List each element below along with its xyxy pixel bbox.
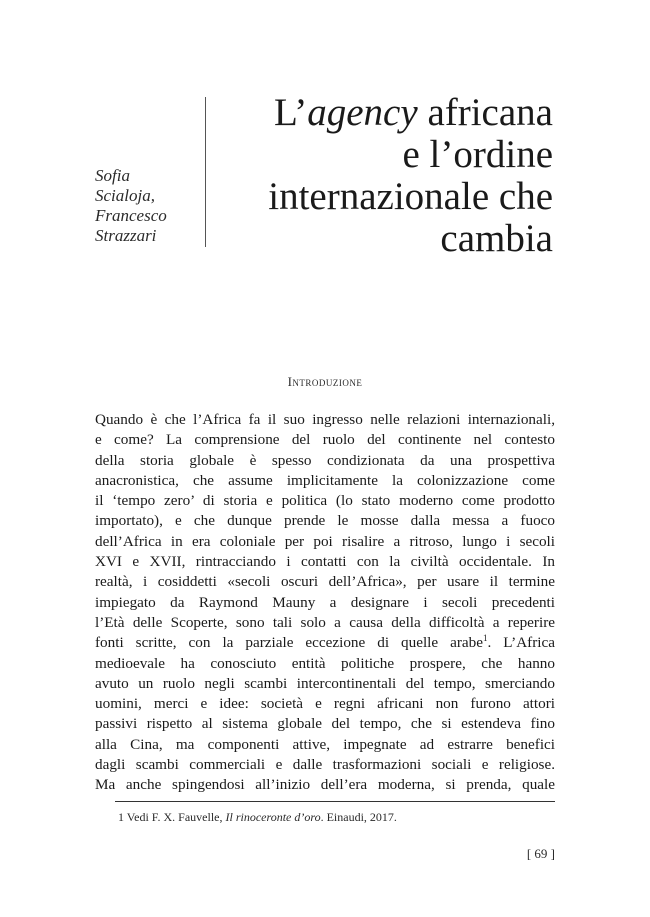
- author-line: Scialoja,: [95, 186, 155, 205]
- body-line: passivi rispetto al sistema globale del tempo, che si estendeva fino: [95, 715, 555, 733]
- chapter-title: [223, 92, 553, 260]
- title-suffix: africana: [417, 91, 553, 134]
- body-line: medioevale ha conosciuto entità politiche prospere, che hanno: [95, 654, 555, 672]
- body-line-text: fonti scritte, con la parziale eccezione di quelle arabe: [95, 634, 483, 652]
- footnote-reference[interactable]: 1: [483, 633, 488, 644]
- footnote-text: Vedi F. X. Fauvelle,: [124, 810, 226, 824]
- author-line: Sofia: [95, 166, 130, 185]
- body-line: Ma anche spingendosi all’inizio dell’era moderna, si prenda, quale: [95, 776, 555, 794]
- title-line-2: e l’ordine: [402, 133, 553, 176]
- body-text: [95, 410, 555, 796]
- body-line: importato), e che dunque prende le mosse dalla messa a fuoco: [95, 512, 555, 530]
- title-line-3: internazionale che: [268, 175, 553, 218]
- body-line: e come? La comprensione del ruolo del continente nel contesto: [95, 431, 555, 449]
- body-line: avuto un ruolo negli scambi intercontinentali del tempo, smerciando: [95, 674, 555, 692]
- body-line: alla Cina, ma componenti attive, impegnate ad estrarre benefici: [95, 735, 555, 753]
- body-line: uomini, merci e idee: società e regni africani non furono attori: [95, 695, 555, 713]
- body-line: Quando è che l’Africa fa il suo ingresso nelle relazioni internazionali,: [95, 411, 555, 428]
- body-line: realtà, i cosiddetti «secoli oscuri dell’Africa», per usare il termine: [95, 573, 555, 591]
- body-line: il ‘tempo zero’ di storia e politica (lo stato moderno come prodotto: [95, 492, 555, 510]
- body-line-text: . L’Africa: [487, 634, 555, 652]
- title-italic-word: agency: [307, 91, 418, 134]
- body-line: XVI e XVII, rintracciando i contatti con la civiltà occidentale. In: [95, 553, 555, 571]
- body-line-with-footnote-ref: [95, 633, 555, 653]
- page-number: [ 69 ]: [526, 846, 555, 861]
- body-line: della storia globale è spesso condizionata da una prospettiva: [95, 451, 555, 469]
- section-heading: Introduzione: [287, 374, 363, 389]
- author-names: [95, 166, 205, 246]
- title-line-1: [223, 92, 553, 134]
- title-line-4: cambia: [440, 217, 553, 260]
- body-line: anacronistica, che assume implicitamente la colonizzazione come: [95, 471, 555, 489]
- title-prefix: L’: [274, 91, 308, 134]
- vertical-divider: [205, 97, 206, 247]
- footnote-book-title: Il rinoceronte d’oro: [225, 810, 321, 824]
- body-line: l’Età delle Scoperte, sono tali solo a causa della difficoltà a reperire: [95, 613, 555, 631]
- body-line: dagli scambi commerciali e dalle trasformazioni sociali e religiose.: [95, 756, 555, 774]
- footnote: [118, 810, 558, 825]
- footnote-separator: [115, 801, 555, 802]
- body-line: impiegato da Raymond Mauny a designare i secoli precedenti: [95, 593, 555, 611]
- footnote-number: 1: [118, 810, 124, 824]
- author-line: Francesco: [95, 206, 167, 225]
- author-line: Strazzari: [95, 226, 157, 245]
- body-line: dell’Africa in era coloniale per poi risalire a ritroso, lungo i secoli: [95, 532, 555, 550]
- footnote-text: . Einaudi, 2017.: [320, 810, 397, 824]
